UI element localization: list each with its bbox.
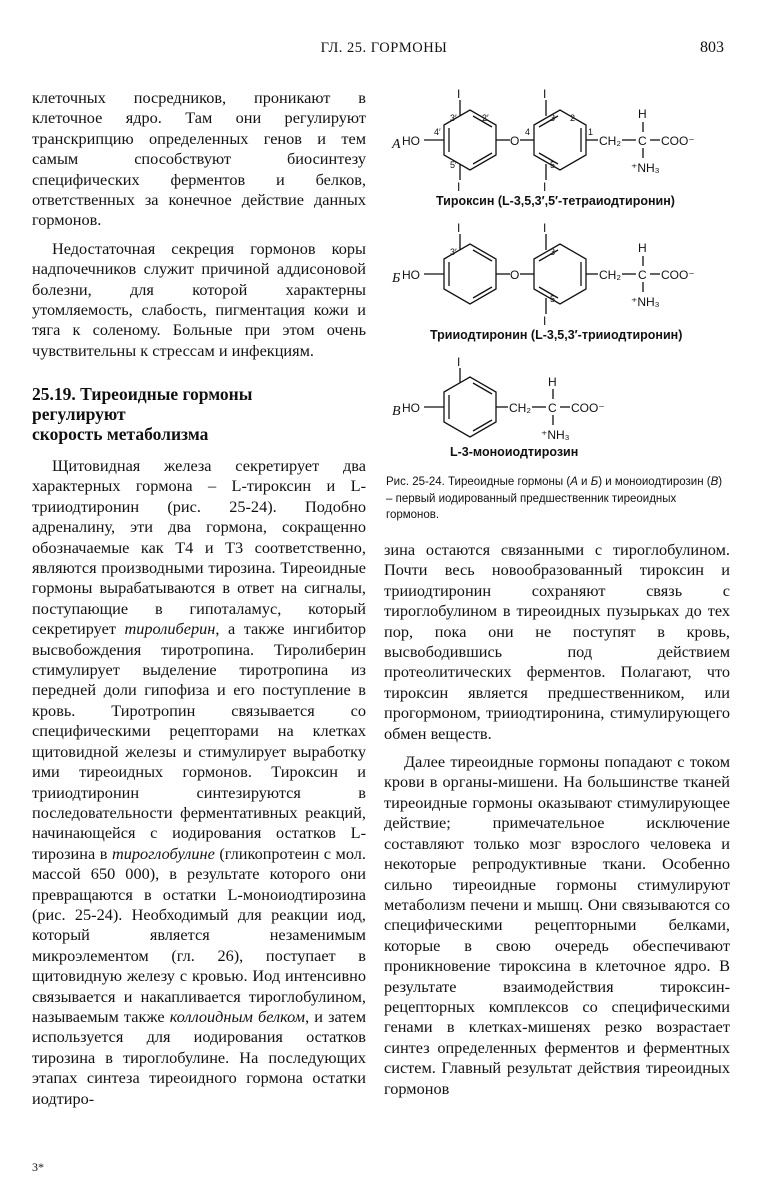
atom-ho: HO (402, 401, 420, 415)
atom-o: O (510, 268, 520, 282)
ring-inner-b (534, 244, 586, 304)
figure-caption (386, 474, 730, 524)
text-run: , а также ингибитор высвобождения тиротропина. Тиролиберин стимулирует выделение тиротропина из передней доли гипофиза и его поступление в кровь. Тиротропин связывается со специфическими рецепторами на клетках щитовидной железы и стимулирует выработку ими тиреоидных гормонов. Тироксин и трииодтиронин синтезируются в последовательности ферментативных реакций, начинающейся с иодирования остатков L-тирозина в (32, 619, 366, 863)
caption-ref-a: А (570, 476, 578, 488)
term-thyroliberin: тиролиберин (124, 619, 216, 639)
paragraph-addison: Недостаточная секреция гормонов коры надпочечников служит причиной аддисоновой болезни, для которой характерны утомляемость, слабость, пигментация кожи и тяга к соленому. Больные при этом очень чувствительны к стрессам и инфекциям. (32, 238, 366, 360)
caption-text: Рис. 25-24. Тиреоидные гормоны ( (386, 476, 571, 488)
atom-i: I (543, 221, 547, 235)
label-b: Б (392, 271, 401, 286)
atom-ho: HO (402, 268, 420, 282)
atom-nh3: ⁺NH₃ (631, 295, 660, 309)
section-heading-line3: скорость метаболизма (32, 424, 209, 444)
paragraph-thyroid (32, 456, 366, 1109)
section-heading-line1: 25.19. Тиреоидные гормоны (32, 384, 253, 404)
ring-c (444, 377, 496, 437)
atom-ch2: CH₂ (599, 134, 621, 148)
atom-nh3: ⁺NH₃ (541, 428, 570, 442)
label-c: В (392, 404, 401, 419)
atom-i: I (457, 180, 461, 194)
right-column (384, 540, 730, 1099)
running-header: ГЛ. 25. ГОРМОНЫ (320, 40, 448, 56)
ring-number: 5 (550, 294, 556, 304)
text-run: , и затем используется для иодирования остатков тирозина в тироглобулине. На последующих этапах синтеза тиреоидного гормона остатки иодтиро- (32, 1006, 366, 1108)
ring-number: 3 (550, 113, 556, 123)
page-number: 803 (700, 39, 724, 56)
ring-number: 3′ (450, 247, 457, 257)
atom-i: I (543, 314, 547, 328)
ring-number: 1 (588, 127, 594, 137)
atom-i: I (457, 88, 461, 101)
ring-number: 5 (550, 160, 556, 170)
atom-coo: COO⁻ (661, 134, 695, 148)
atom-c: C (638, 268, 647, 282)
atom-c: C (638, 134, 647, 148)
atom-h: H (638, 107, 647, 121)
paragraph-thyroglobulin: зина остаются связанными с тироглобулином. Почти весь новообразованный тироксин и трииодтиронин сохраняют связь с тироглобулином в тиреоидных пузырьках до тех пор, пока они не поступят в кровь, высвободившись под действием протеолитических ферментов. Полагают, что тироксин является предшественником, или прогормоном, трииодтиронина, стимулирующего обмен веществ. (384, 540, 730, 743)
caption-text: ) и моноиодтирозин ( (598, 476, 711, 488)
atom-coo: COO⁻ (571, 401, 605, 415)
atom-i: I (543, 88, 547, 101)
ring-number: 4′ (434, 127, 441, 137)
ring-number: 3′ (450, 113, 457, 123)
ring-number: 2 (570, 113, 576, 123)
caption-text: ) – первый иодированный предшественник тиреоидных гормонов. (386, 476, 723, 521)
ring-inner-a (534, 110, 586, 170)
caption-ref-c: В (710, 476, 719, 488)
name-triiodothyronine: Трииодтиронин (L-3,5,3′-трииодтиронин) (430, 328, 683, 342)
atom-coo: COO⁻ (661, 268, 695, 282)
paragraph-target-organs: Далее тиреоидные гормоны попадают с током крови в органы-мишени. На большинстве тканей тиреоидные гормоны оказывают стимулирующее действие; примечательное исключение составляют только мозг взрослого человека и некоторые репродуктивные ткани. Особенно сильно тиреоидные гормоны стимулируют метаболизм печени и мышц. Они связываются со специфическими рецепторными белками, которые в свою очередь обеспечивают проникновение тироксина в клеточное ядро. В результате взаимодействия тироксин-рецепторных комплексов со специфическими генами в клетках-мишенях резко возрастает синтез определенных ферментов и ферментных систем. Главный результат действия тиреоидных гормонов (384, 752, 730, 1098)
atom-nh3: ⁺NH₃ (631, 161, 660, 175)
section-heading-line2: регулируют (32, 404, 126, 424)
atom-ho: HO (402, 134, 420, 148)
left-column (32, 88, 366, 361)
text-run: Щитовидная железа секретирует два характерных гормона – L-тироксин и L-трииодтиронин (рис. 25-24). Подобно адреналину, эти два гормона, сокращенно обозначаемые как T4 и T3 соответственно, являются производными тирозина. Тиреоидные гормоны вырабатываются в ответ на сигналы, поступающие в гипоталамус, который секретирует (32, 456, 366, 639)
term-colloid-protein: коллоидным белком (169, 1006, 306, 1026)
atom-c: C (548, 401, 557, 415)
signature-mark: 3* (32, 1160, 44, 1174)
left-column-body (32, 456, 366, 1109)
caption-text: и (577, 476, 591, 488)
label-a: А (392, 137, 401, 152)
atom-i: I (543, 180, 547, 194)
atom-o: O (510, 134, 520, 148)
ring-number: 4 (525, 127, 531, 137)
name-thyroxine: Тироксин (L-3,5,3′,5′-тетраиодтиронин) (436, 194, 675, 208)
term-thyroglobulin: тироглобулине (111, 843, 215, 863)
atom-ch2: CH₂ (599, 268, 621, 282)
name-monoiodotyrosine: L-3-моноиодтирозин (450, 445, 579, 459)
ring-number: 3 (550, 247, 556, 257)
ring-number: 2′ (482, 113, 489, 123)
caption-ref-b: Б (590, 476, 599, 488)
atom-i: I (457, 221, 461, 235)
atom-h: H (638, 241, 647, 255)
atom-i: I (457, 355, 461, 369)
figure-thyroid-hormones (384, 88, 734, 472)
ring-number: 5′ (450, 160, 457, 170)
section-heading (32, 384, 362, 444)
paragraph-continuation: клеточных посредников, проникают в клеточное ядро. Там они регулируют транскрипцию определенных генов и тем самым способствуют биосинтезу специфических ферментов и белков, ответственных за конечное действие данных гормонов. (32, 88, 366, 230)
atom-ch2: CH₂ (509, 401, 531, 415)
text-run: (гликопротеин с мол. массой 650 000), в результате которого они превращаются в остатки L-моноиодтирозина (рис. 25-24). Необходимый для реакции иод, который является незаменимым микроэлементом (гл. 26), поступает в щитовидную железу с кровью. Иод интенсивно связывается и накапливается тироглобулином, называемым также (32, 843, 366, 1026)
atom-h: H (548, 375, 557, 389)
